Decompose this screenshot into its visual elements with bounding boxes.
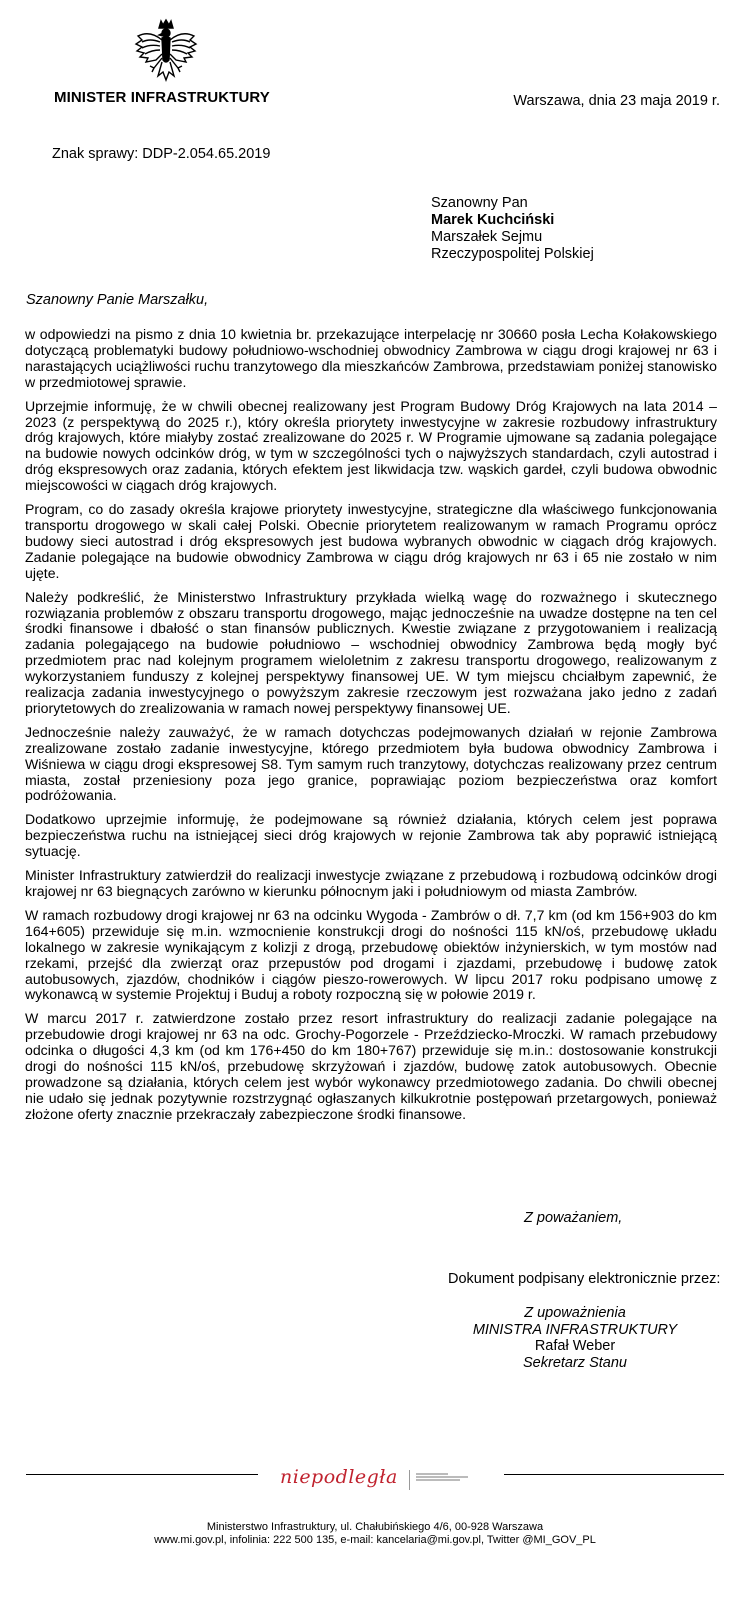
paragraph: W marcu 2017 r. zatwierdzone zostało przez resort infrastruktury do realizacji zadanie polegające na przebudowie drogi krajowej nr 63 na odc. Grochy-Pogorzele - Przeździecko-Mroczki. W ramach przebudowy odcinka o długości 4,3 km (od km 176+450 do km 180+767) przewiduje się m.in.: dostosowanie konstrukcji drogi do nośności 115 kN/oś, przebudowę skrzyżowań i zjazdów, budowę zatok autobusowych. Obecnie prowadzone są działania, których celem jest wybór wykonawcy przedmiotowego zadania. Do chwili obecnej nie udało się jednak pozytywnie rozstrzygnąć ogłaszanych kilkukrotnie postępowań przetargowych, ponieważ złożone oferty znacznie przekraczały zabezpieczone środki finansowe. — [25, 1010, 717, 1122]
signed-note: Dokument podpisany elektronicznie przez: — [448, 1271, 721, 1287]
signature-line-2: MINISTRA INFRASTRUKTURY — [472, 1321, 678, 1338]
logo-divider — [409, 1470, 410, 1490]
paragraph: Minister Infrastruktury zatwierdził do realizacji inwestycje związane z przebudową i rozbudową odcinków drogi krajowej nr 63 biegnących zarówno w kierunku północnym jaki i południowym od miasta Zambrów. — [25, 867, 717, 899]
paragraph: Uprzejmie informuję, że w chwili obecnej realizowany jest Program Budowy Dróg Krajowych na lata 2014 – 2023 (z perspektywą do 2025 r.), który określa priorytety inwestycyjne w zakresie rozbudowy infrastruktury dróg krajowych, które miałyby zostać zrealizowane do 2025 r. W Programie ujmowane są zadania polegające na budowie nowych odcinków dróg, w tym w szczególności tych o najwyższych standardach, czyli autostrad i dróg ekspresowych oraz zadania, których efektem jest likwidacja tzw. wąskich gardeł, czyli budowa obwodnic miejscowości w ciągach dróg krajowych. — [25, 397, 717, 494]
addressee-line-3: Marszałek Sejmu — [431, 229, 543, 245]
footer-contact: www.mi.gov.pl, infolinia: 222 500 135, e-mail: kancelaria@mi.gov.pl, Twitter @MI_GOV_PL — [154, 1534, 596, 1546]
footer-address: Ministerstwo Infrastruktury, ul. Chałubińskiego 4/6, 00-928 Warszawa — [206, 1521, 544, 1533]
logo-small-print-icon — [416, 1472, 486, 1482]
signature-block — [432, 1305, 718, 1371]
eagle-emblem-icon — [132, 18, 200, 88]
closing: Z poważaniem, — [524, 1210, 623, 1226]
signature-name: Rafał Weber — [534, 1338, 616, 1354]
addressee-block — [431, 195, 594, 263]
niepodlegla-logo: niepodległa — [280, 1466, 398, 1488]
addressee-name: Marek Kuchciński — [431, 212, 555, 228]
place-date: Warszawa, dnia 23 maja 2019 r. — [513, 93, 720, 109]
paragraph: Należy podkreślić, że Ministerstwo Infrastruktury przykłada wielką wagę do rozważnego i skutecznego rozwiązania problemów z obszaru transportu drogowego, mając jednocześnie na uwadze dostępne na ten cel środki finansowe i dbałość o stan finansów publicznych. Kwestie związane z przygotowaniem i realizacją zadania polegającego na budowie południowo – wschodniej obwodnicy Zambrowa będą mogły być przedmiotem prac nad kolejnym programem wieloletnim z zakresu transportu drogowego, realizowanym z wykorzystaniem funduszy z kolejnej perspektywy finansowej UE. W tym miejscu chciałbym zapewnić, że realizacja zadania inwestycyjnego o powyższym zakresie rzeczowym jest rozważana jako jedno z zadań priorytetowych do zrealizowania w ramach nowej perspektywy finansowej UE. — [25, 588, 717, 716]
signature-line-1: Z upoważnienia — [524, 1305, 626, 1321]
paragraph: w odpowiedzi na pismo z dnia 10 kwietnia br. przekazujące interpelację nr 30660 posła Lecha Kołakowskiego dotyczącą problematyki budowy południowo-wschodniej obwodnicy Zambrowa w ciągu drogi krajowej nr 63 i narastających uciążliwości ruchu tranzytowego dla mieszkańców Zambrowa, przedstawiam poniżej stanowisko w przedmiotowej sprawie. — [25, 326, 717, 390]
footer-divider-left — [26, 1474, 258, 1475]
addressee-line-1: Szanowny Pan — [431, 195, 528, 211]
salutation: Szanowny Panie Marszałku, — [26, 292, 209, 308]
ministry-name: MINISTER INFRASTRUKTURY — [54, 89, 270, 106]
paragraph: Program, co do zasady określa krajowe priorytety inwestycyjne, strategiczne dla właściwego funkcjonowania transportu drogowego w skali całej Polski. Obecnie priorytetem realizowanym w ramach Programu oprócz budowy sieci autostrad i dróg ekspresowych jest budowa wybranych obwodnic w ciągach dróg krajowych. Zadanie polegające na budowie obwodnicy Zambrowa w ciągu dróg krajowych nr 63 i 65 nie zostało w nim ujęte. — [25, 501, 717, 581]
letter-body — [25, 327, 717, 1131]
addressee-line-4: Rzeczypospolitej Polskiej — [431, 246, 594, 262]
footer-divider-right — [504, 1474, 724, 1475]
case-reference: Znak sprawy: DDP-2.054.65.2019 — [52, 146, 271, 162]
signature-title: Sekretarz Stanu — [523, 1354, 627, 1371]
paragraph: W ramach rozbudowy drogi krajowej nr 63 na odcinku Wygoda - Zambrów o dł. 7,7 km (od km 156+903 do km 164+605) przewiduje się m.in. wzmocnienie konstrukcji drogi do nośności 115 kN/oś, przebudowę układu lokalnego w zakresie wynikającym z kolizji z drogą, przebudowę obiektów inżynierskich, w tym mostów nad rzekami, przejść dla zwierząt oraz przepustów pod drogami i zjazdami, przebudowę i budowę zatok autobusowych, zjazdów, chodników i ciągów pieszo-rowerowych. W lipcu 2017 roku podpisano umowę z wykonawcą w systemie Projektuj i Buduj a roboty rozpoczną się w połowie 2019 r. — [25, 906, 717, 1003]
paragraph: Jednocześnie należy zauważyć, że w ramach dotychczas podejmowanych działań w rejonie Zambrowa zrealizowane zostało zadanie inwestycyjne, którego przedmiotem była budowa obwodnicy Zambrowa i Wiśniewa w ciągu drogi ekspresowej S8. Tym samym ruch tranzytowy, dotychczas realizowany przez centrum miasta, został przeniesiony poza jego granice, poprawiając poziom bezpieczeństwa oraz komfort podróżowania. — [25, 723, 717, 804]
paragraph: Dodatkowo uprzejmie informuję, że podejmowane są również działania, których celem jest poprawa bezpieczeństwa ruchu na istniejącej sieci dróg krajowych w rejonie Zambrowa tak aby poprawić istniejącą sytuację. — [25, 811, 717, 860]
